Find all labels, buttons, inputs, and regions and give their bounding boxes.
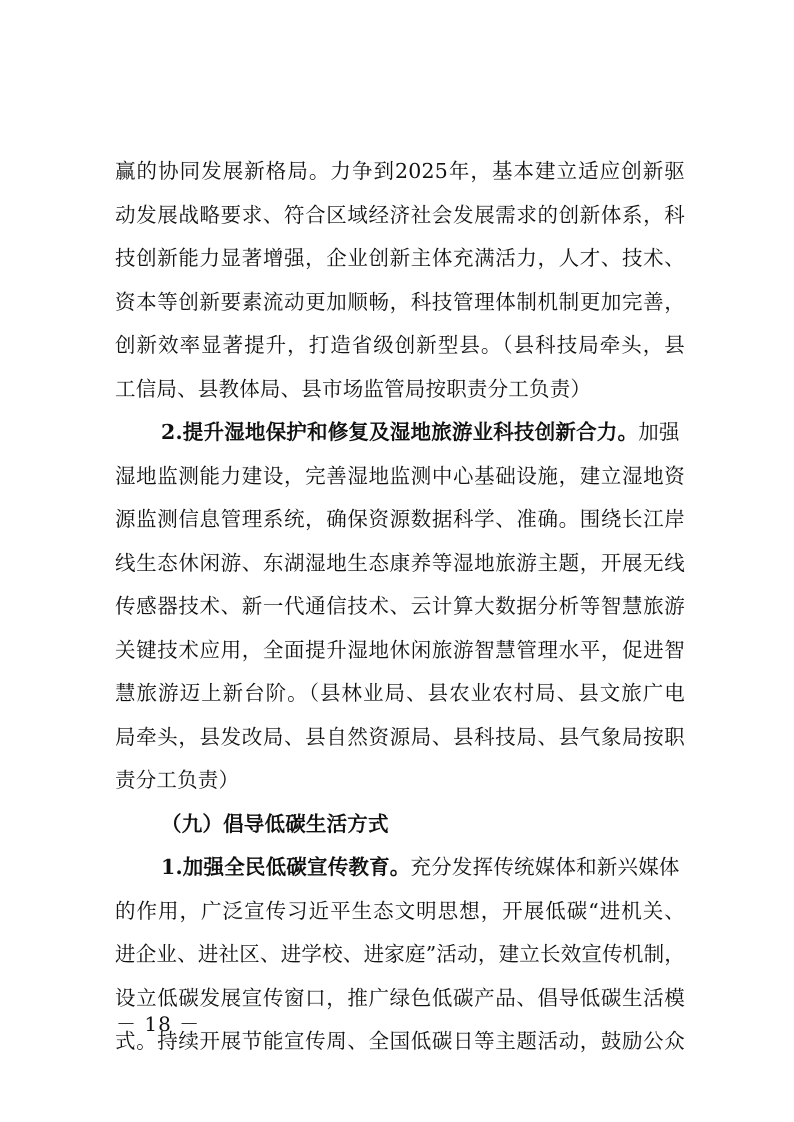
section-heading: （九）倡导低碳生活方式 bbox=[161, 811, 389, 836]
item-heading-line bbox=[115, 846, 685, 890]
body-text bbox=[115, 150, 685, 1064]
paragraph-line: 局牵头，县发改局、县自然资源局、县科技局、县气象局按职 bbox=[115, 724, 685, 749]
item-heading-line bbox=[115, 411, 685, 455]
paragraph-line: 线生态休闲游、东湖湿地生态康养等湿地旅游主题，开展无线 bbox=[115, 550, 685, 575]
paragraph-line: 工信局、县教体局、县市场监管局按职责分工负责） bbox=[115, 376, 592, 401]
item-title: 1.加强全民低碳宣传教育。 bbox=[161, 855, 411, 879]
paragraph-line: 赢的协同发展新格局。力争到2025年，基本建立适应创新驱 bbox=[115, 159, 685, 183]
page-number: － 18 － bbox=[116, 1012, 201, 1036]
item-lead-text: 充分发挥传统媒体和新兴媒体 bbox=[410, 855, 680, 879]
item-title: 2.提升湿地保护和修复及湿地旅游业科技创新合力。 bbox=[161, 420, 639, 444]
paragraph-line: 进企业、进社区、进学校、进家庭”活动，建立长效宣传机制， bbox=[115, 942, 685, 966]
paragraph-line: 创新效率显著提升，打造省级创新型县。（县科技局牵头，县 bbox=[115, 333, 685, 357]
paragraph-line: 源监测信息管理系统，确保资源数据科学、准确。围绕长江岸 bbox=[115, 507, 685, 531]
item-lead-text: 加强 bbox=[638, 420, 680, 444]
paragraph-line: 动发展战略要求、符合区域经济社会发展需求的创新体系，科 bbox=[115, 202, 685, 227]
paragraph-line: 责分工负责） bbox=[115, 768, 240, 792]
paragraph-line: 慧旅游迈上新台阶。（县林业局、县农业农村局、县文旅广电 bbox=[115, 681, 685, 705]
paragraph-line: 式。持续开展节能宣传周、全国低碳日等主题活动，鼓励公众 bbox=[115, 1029, 685, 1053]
paragraph-line: 资本等创新要素流动更加顺畅，科技管理体制机制更加完善， bbox=[115, 289, 685, 314]
paragraph-line: 关键技术应用，全面提升湿地休闲旅游智慧管理水平，促进智 bbox=[115, 637, 685, 662]
paragraph-line: 的作用，广泛宣传习近平生态文明思想，开展低碳“进机关、 bbox=[115, 898, 685, 923]
paragraph-line: 设立低碳发展宣传窗口，推广绿色低碳产品、倡导低碳生活模 bbox=[115, 985, 685, 1010]
paragraph-line: 湿地监测能力建设，完善湿地监测中心基础设施，建立湿地资 bbox=[115, 463, 685, 488]
paragraph-line: 传感器技术、新一代通信技术、云计算大数据分析等智慧旅游 bbox=[115, 594, 685, 618]
paragraph-line: 技创新能力显著增强，企业创新主体充满活力，人才、技术、 bbox=[115, 246, 685, 270]
